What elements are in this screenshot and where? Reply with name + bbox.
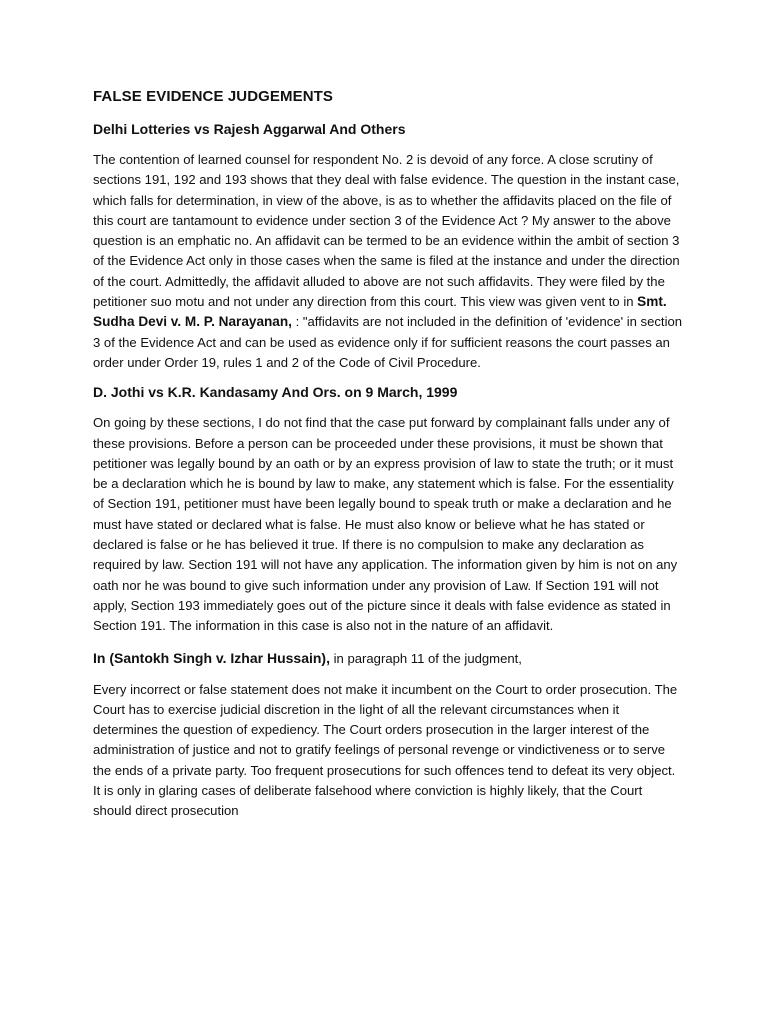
- case-citation: In (Santokh Singh v. Izhar Hussain),: [93, 649, 330, 666]
- paragraph-text: : "affidavits are not included in the definition of 'evidence' in section 3 of the Evidence Act and can be used as evidence only if for sufficient reasons the court passes an order under Order 19, rules 1 and 2 of the Code of Civil Procedure.: [93, 314, 683, 370]
- document-title: FALSE EVIDENCE JUDGEMENTS: [93, 88, 334, 105]
- case-paragraph-delhi-lotteries: [93, 150, 683, 373]
- case-heading-delhi-lotteries: Delhi Lotteries vs Rajesh Aggarwal And Others: [93, 121, 406, 137]
- case-heading-jothi: D. Jothi vs K.R. Kandasamy And Ors. on 9 March, 1999: [93, 384, 458, 401]
- paragraph-text: The contention of learned counsel for respondent No. 2 is devoid of any force. A close scrutiny of sections 191, 192 and 193 shows that they deal with false evidence. The question in the instant case, which falls for determination, in view of the above, is as to whether the affidavits placed on the file of this court are tantamount to evidence under section 3 of the Evidence Act ? My answer to the above question is an emphatic no. An affidavit can be termed to be an evidence within the ambit of section 3 of the Evidence Act only in those cases when the same is filed at the instance and under the direction of the court. Admittedly, the affidavit alluded to above are not such affidavits. They were filed by the petitioner suo motu and not under any direction from this court. This view was given vent to in: [93, 152, 680, 310]
- case-paragraph-santokh-singh: Every incorrect or false statement does not make it incumbent on the Court to order prosecution. The Court has to exercise judicial discretion in the light of all the relevant circumstances when it determines the question of expediency. The Court orders prosecution in the larger interest of the administration of justice and not to gratify feelings of personal revenge or vindictiveness or to serve the ends of a private party. Too frequent prosecutions for such offences tend to defeat its very object. It is only in glaring cases of deliberate falsehood where conviction is highly likely, that the Court should direct prosecution: [93, 681, 678, 819]
- intro-text: in paragraph 11 of the judgment,: [330, 650, 522, 666]
- case-intro-santokh-singh: [93, 648, 683, 669]
- case-paragraph-jothi: On going by these sections, I do not find that the case put forward by complainant falls under any of these provisions. Before a person can be proceeded under these provisions, it must be shown that petitioner was legally bound by an oath or by an express provision of law to state the truth; or it must be a declaration which he is bound by law to make, any statement which is false. For the essentiality of Section 191, petitioner must have been legally bound to speak truth or make a declaration and he must have stated or declared what is false. He must also know or believe what he has stated or declared is false or he has believed it true. If there is no compulsion to make any declaration as required by law. Section 191 will not have any application. The information given by him is not on any oath nor he was bound to give such information under any provision of Law. If Section 191 will not apply, Section 193 immediately goes out of the picture since it deals with false evidence as stated in Section 191. The information in this case is also not in the nature of an affidavit.: [93, 415, 678, 634]
- case-citation: Smt. Sudha Devi v. M. P. Narayanan,: [93, 294, 667, 330]
- document-page: [93, 88, 683, 833]
